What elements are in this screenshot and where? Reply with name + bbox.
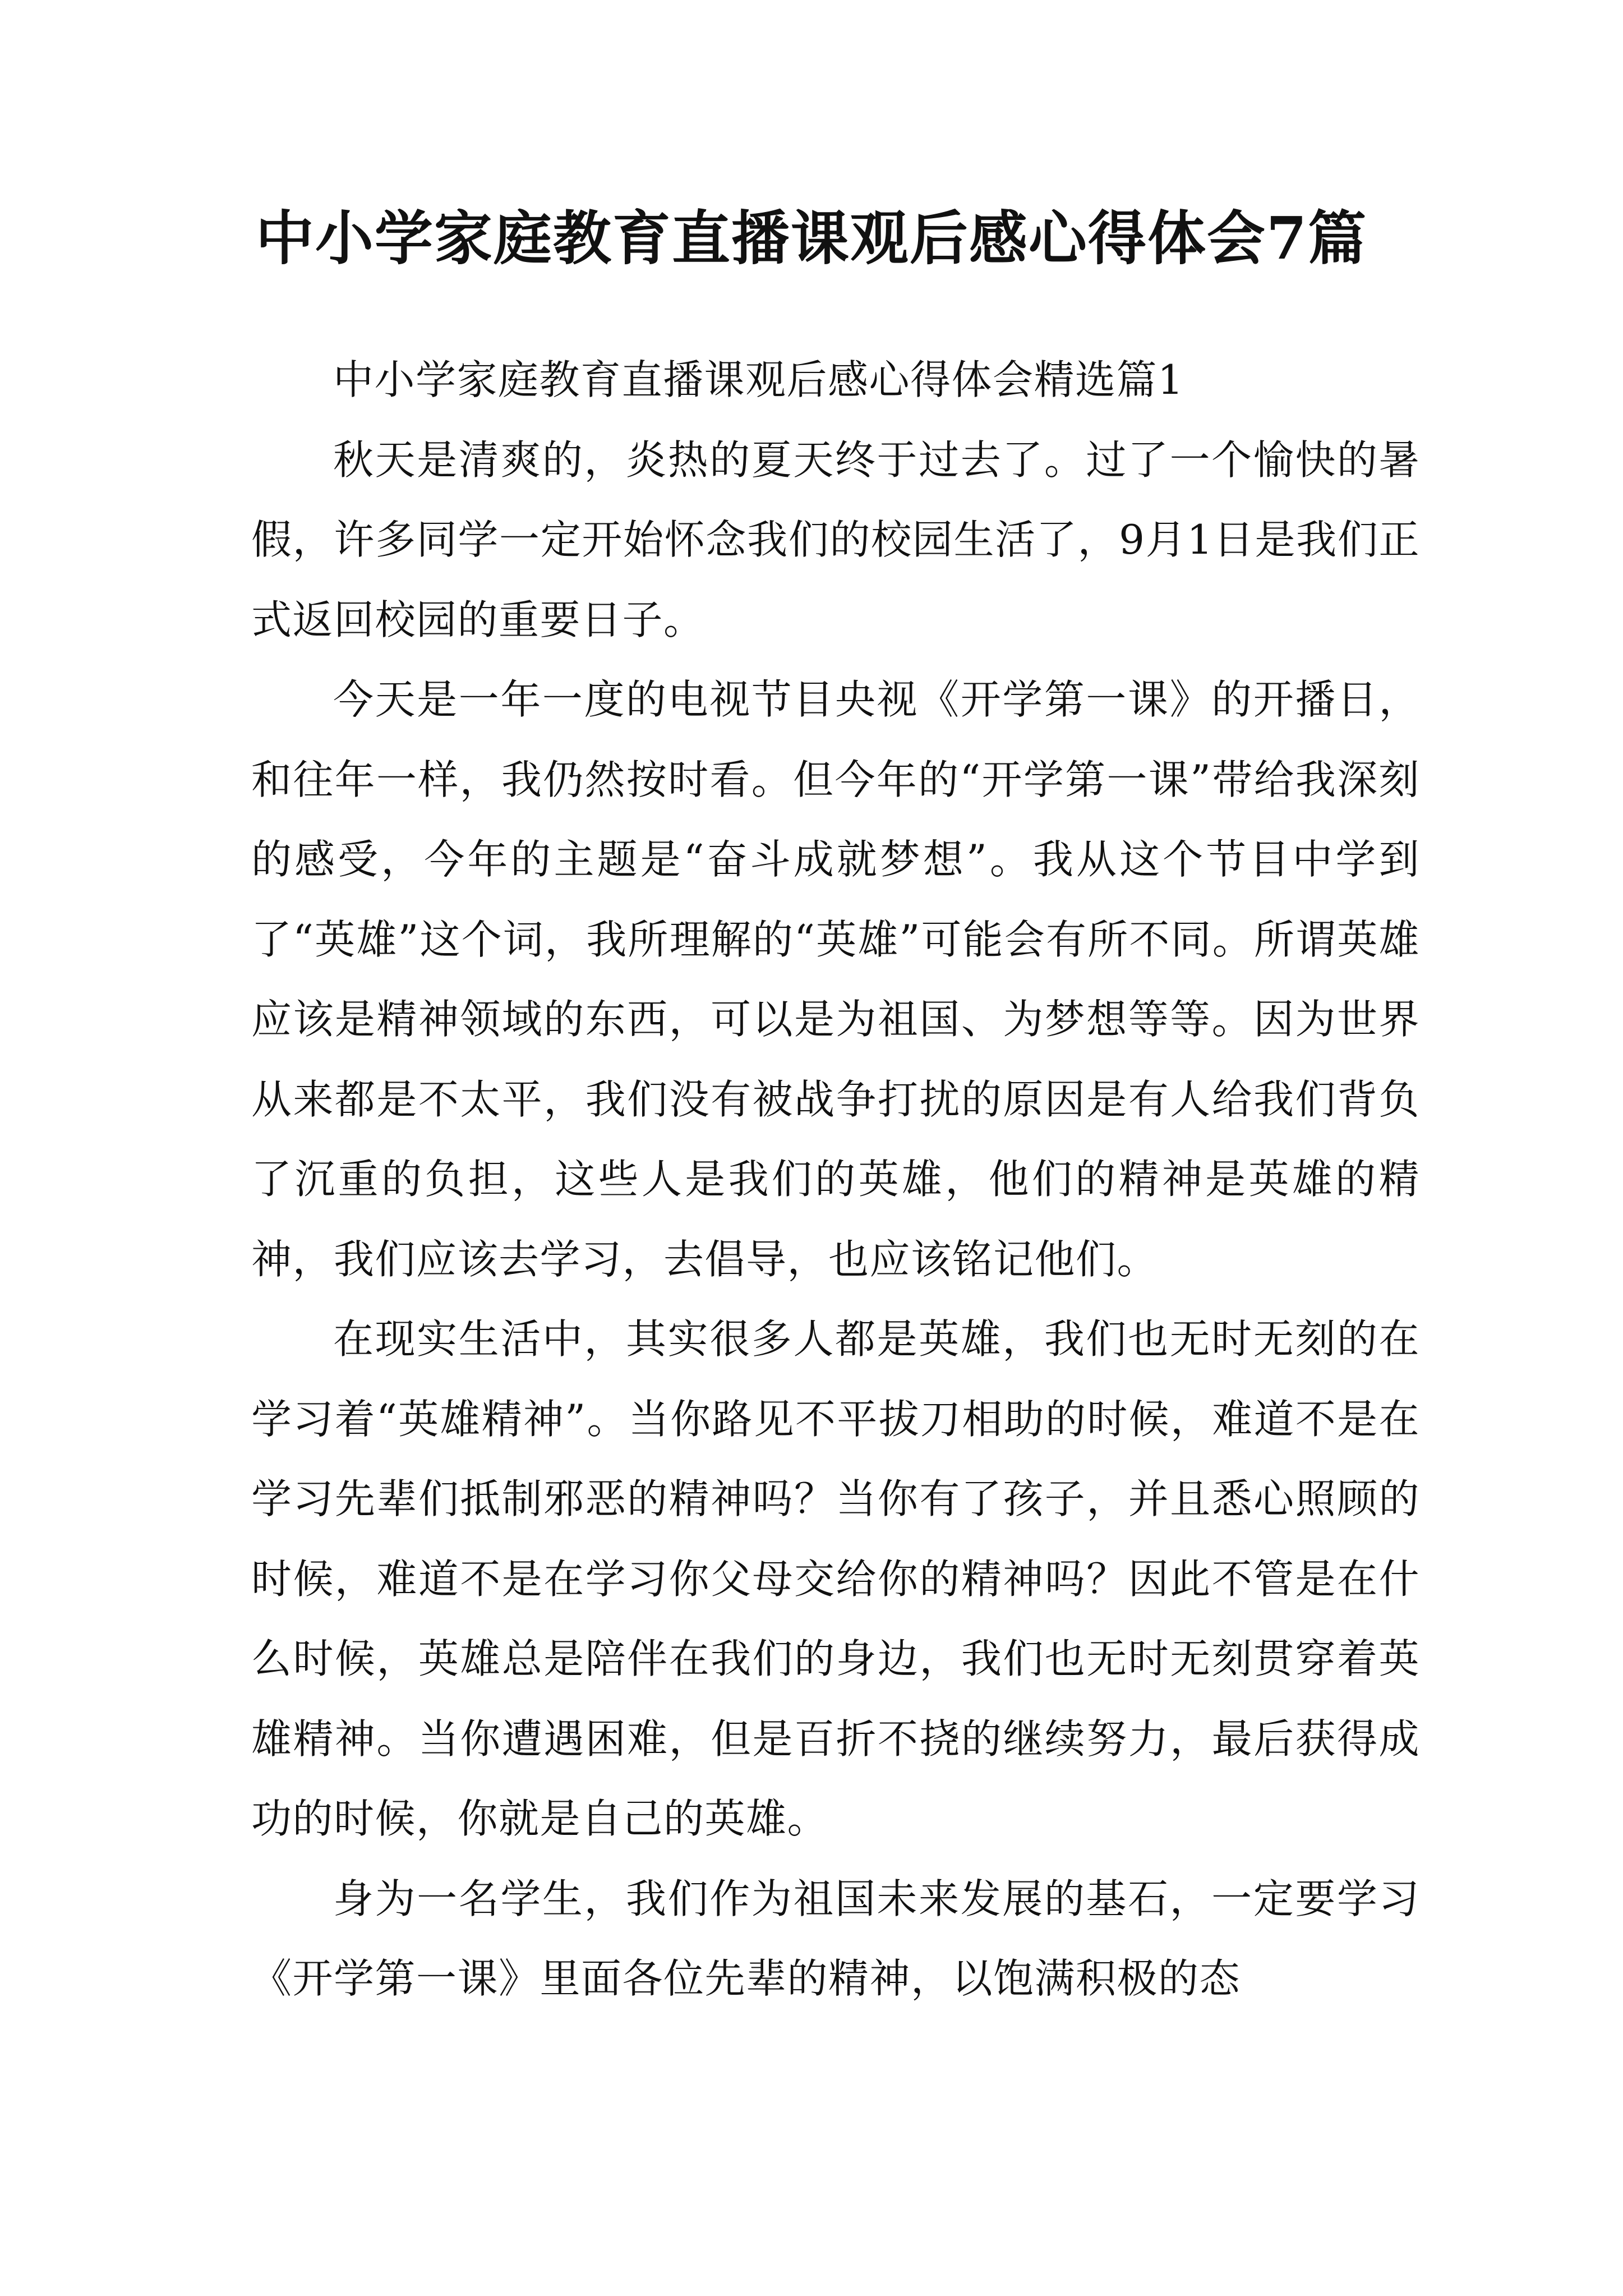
document-title: 中小学家庭教育直播课观后感心得体会7篇 [255, 204, 1368, 273]
paragraph: 在现实生活中，其实很多人都是英雄，我们也无时无刻的在学习着“英雄精神”。当你路见不平拔刀相助的时候，难道不是在学习先辈们抵制邪恶的精神吗？当你有了孩子，并且悉心照顾的时候，难道不是在学习你父母交给你的精神吗？因此不管是在什么时候，英雄总是陪伴在我们的身边，我们也无时无刻贯穿着英雄精神。当你遭遇困难，但是百折不挠的继续努力，最后获得成功的时候，你就是自己的英雄。 [251, 1315, 1420, 1842]
paragraph: 今天是一年一度的电视节目央视《开学第一课》的开播日，和往年一样，我仍然按时看。但今年的“开学第一课”带给我深刻的感受，今年的主题是“奋斗成就梦想”。我从这个节目中学到了“英雄”这个词，我所理解的“英雄”可能会有所不同。所谓英雄应该是精神领域的东西，可以是为祖国、为梦想等等。因为世界从来都是不太平，我们没有被战争打扰的原因是有人给我们背负了沉重的负担，这些人是我们的英雄，他们的精神是英雄的精神，我们应该去学习，去倡导，也应该铭记他们。 [251, 676, 1420, 1283]
paragraph: 身为一名学生，我们作为祖国未来发展的基石，一定要学习《开学第一课》里面各位先辈的精神，以饱满积极的态 [251, 1875, 1420, 2002]
document-body [251, 340, 1420, 2019]
section-heading: 中小学家庭教育直播课观后感心得体会精选篇1 [333, 356, 1184, 403]
paragraph: 秋天是清爽的，炎热的夏天终于过去了。过了一个愉快的暑假，许多同学一定开始怀念我们的校园生活了，9月1日是我们正式返回校园的重要日子。 [251, 436, 1420, 643]
